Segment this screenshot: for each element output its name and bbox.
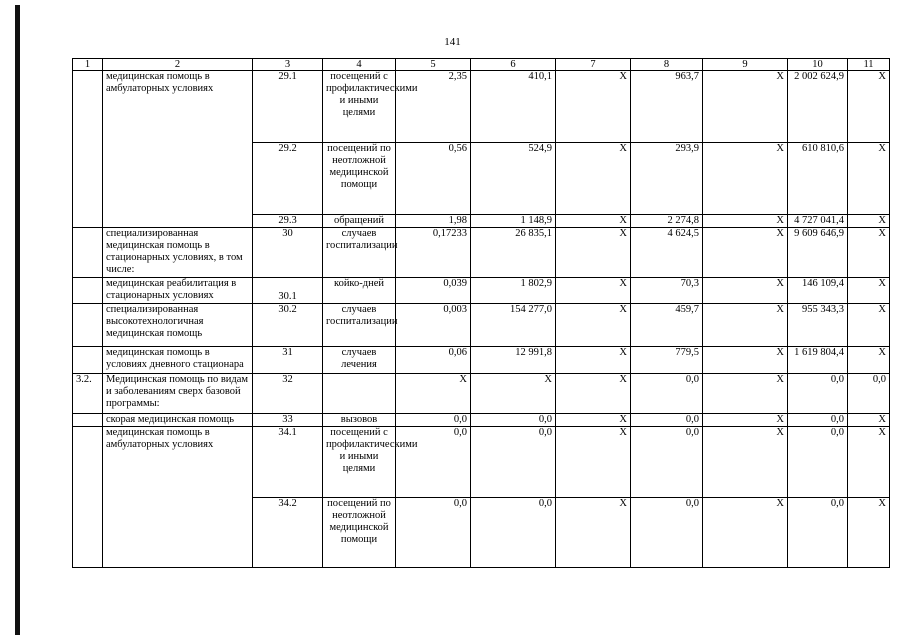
value-cell: 2 274,8 bbox=[631, 215, 703, 228]
value-cell: 779,5 bbox=[631, 347, 703, 374]
value-cell: Х bbox=[848, 278, 890, 304]
value-cell: 0,0 bbox=[631, 414, 703, 427]
value-cell: 0,06 bbox=[396, 347, 471, 374]
value-cell: 0,0 bbox=[396, 498, 471, 568]
code-cell: 29.3 bbox=[253, 215, 323, 228]
row-label-cell: медицинская помощь в амбулаторных условиях bbox=[103, 71, 253, 228]
value-cell: Х bbox=[556, 228, 631, 278]
unit-cell: койко-дней bbox=[323, 278, 396, 304]
value-cell: 410,1 bbox=[471, 71, 556, 143]
unit-cell: посещений с профилактическими и иными целями bbox=[323, 427, 396, 498]
unit-cell: посещений с профилактическими и иными целями bbox=[323, 71, 396, 143]
value-cell: Х bbox=[556, 347, 631, 374]
value-cell: 610 810,6 bbox=[788, 143, 848, 215]
value-cell: 12 991,8 bbox=[471, 347, 556, 374]
value-cell: Х bbox=[556, 427, 631, 498]
value-cell: 4 727 041,4 bbox=[788, 215, 848, 228]
value-cell: Х bbox=[703, 427, 788, 498]
table-row bbox=[73, 278, 890, 304]
unit-cell bbox=[323, 374, 396, 414]
table-row bbox=[73, 374, 890, 414]
header-cell: 4 bbox=[323, 59, 396, 71]
code-cell: 34.2 bbox=[253, 498, 323, 568]
row-number-cell bbox=[73, 304, 103, 347]
value-cell: 70,3 bbox=[631, 278, 703, 304]
row-label-cell: медицинская помощь в амбулаторных условиях bbox=[103, 427, 253, 568]
value-cell: 0,0 bbox=[788, 414, 848, 427]
value-cell: 0,0 bbox=[471, 498, 556, 568]
row-number-cell bbox=[73, 414, 103, 427]
unit-cell: случаев госпитализации bbox=[323, 304, 396, 347]
row-number-cell bbox=[73, 71, 103, 228]
value-cell: 0,039 bbox=[396, 278, 471, 304]
table-row bbox=[73, 304, 890, 347]
value-cell: Х bbox=[848, 228, 890, 278]
code-cell: 30 bbox=[253, 228, 323, 278]
table-row bbox=[73, 414, 890, 427]
row-label-cell: скорая медицинская помощь bbox=[103, 414, 253, 427]
value-cell: 293,9 bbox=[631, 143, 703, 215]
value-cell: Х bbox=[703, 347, 788, 374]
page-number: 141 bbox=[444, 36, 461, 48]
unit-cell: случаев лечения bbox=[323, 347, 396, 374]
row-label-cell: специализированная высокотехнологичная медицинская помощь bbox=[103, 304, 253, 347]
value-cell: 0,17233 bbox=[396, 228, 471, 278]
table-row bbox=[73, 347, 890, 374]
code-cell: 29.1 bbox=[253, 71, 323, 143]
row-label-cell: специализированная медицинская помощь в стационарных условиях, в том числе: bbox=[103, 228, 253, 278]
value-cell: 2 002 624,9 bbox=[788, 71, 848, 143]
value-cell: 0,0 bbox=[396, 427, 471, 498]
code-cell: 34.1 bbox=[253, 427, 323, 498]
value-cell: 1 802,9 bbox=[471, 278, 556, 304]
row-number-cell bbox=[73, 427, 103, 568]
value-cell: Х bbox=[556, 374, 631, 414]
value-cell: 0,0 bbox=[471, 427, 556, 498]
unit-cell: посещений по неотложной медицинской помощи bbox=[323, 498, 396, 568]
header-cell: 3 bbox=[253, 59, 323, 71]
header-cell: 1 bbox=[73, 59, 103, 71]
value-cell: Х bbox=[556, 71, 631, 143]
value-cell: Х bbox=[556, 304, 631, 347]
value-cell: Х bbox=[848, 498, 890, 568]
value-cell: Х bbox=[848, 304, 890, 347]
value-cell: Х bbox=[848, 71, 890, 143]
value-cell: Х bbox=[848, 414, 890, 427]
value-cell: Х bbox=[556, 414, 631, 427]
value-cell: Х bbox=[396, 374, 471, 414]
value-cell: 1 619 804,4 bbox=[788, 347, 848, 374]
value-cell: 1 148,9 bbox=[471, 215, 556, 228]
value-cell: Х bbox=[703, 228, 788, 278]
row-label-cell: медицинская помощь в условиях дневного стационара bbox=[103, 347, 253, 374]
row-label-cell: Медицинская помощь по видам и заболеваниям сверх базовой программы: bbox=[103, 374, 253, 414]
value-cell: 0,0 bbox=[788, 374, 848, 414]
value-cell: Х bbox=[848, 215, 890, 228]
header-cell: 9 bbox=[703, 59, 788, 71]
header-cell: 8 bbox=[631, 59, 703, 71]
data-table bbox=[72, 58, 890, 568]
value-cell: Х bbox=[848, 427, 890, 498]
value-cell: Х bbox=[556, 498, 631, 568]
value-cell: 4 624,5 bbox=[631, 228, 703, 278]
row-number-cell bbox=[73, 347, 103, 374]
unit-cell: посещений по неотложной медицинской помощи bbox=[323, 143, 396, 215]
value-cell: Х bbox=[703, 143, 788, 215]
value-cell: Х bbox=[703, 498, 788, 568]
value-cell: 524,9 bbox=[471, 143, 556, 215]
value-cell: Х bbox=[848, 347, 890, 374]
value-cell: 0,0 bbox=[631, 427, 703, 498]
value-cell: 0,0 bbox=[396, 414, 471, 427]
header-cell: 11 bbox=[848, 59, 890, 71]
header-cell: 7 bbox=[556, 59, 631, 71]
value-cell: Х bbox=[556, 143, 631, 215]
value-cell: 1,98 bbox=[396, 215, 471, 228]
code-cell: 30.1 bbox=[253, 278, 323, 304]
value-cell: 0,0 bbox=[848, 374, 890, 414]
unit-cell: вызовов bbox=[323, 414, 396, 427]
table-row bbox=[73, 228, 890, 278]
header-row bbox=[73, 59, 890, 71]
code-cell: 33 bbox=[253, 414, 323, 427]
table-row bbox=[73, 427, 890, 498]
value-cell: 955 343,3 bbox=[788, 304, 848, 347]
value-cell: Х bbox=[848, 143, 890, 215]
code-cell: 31 bbox=[253, 347, 323, 374]
value-cell: 459,7 bbox=[631, 304, 703, 347]
value-cell: 0,56 bbox=[396, 143, 471, 215]
header-cell: 5 bbox=[396, 59, 471, 71]
document-binding-edge bbox=[15, 5, 20, 635]
unit-cell: случаев госпитализации bbox=[323, 228, 396, 278]
value-cell: Х bbox=[703, 374, 788, 414]
value-cell: 0,003 bbox=[396, 304, 471, 347]
code-cell: 29.2 bbox=[253, 143, 323, 215]
value-cell: 963,7 bbox=[631, 71, 703, 143]
value-cell: Х bbox=[471, 374, 556, 414]
value-cell: Х bbox=[703, 71, 788, 143]
header-cell: 6 bbox=[471, 59, 556, 71]
value-cell: 0,0 bbox=[631, 498, 703, 568]
code-cell: 32 bbox=[253, 374, 323, 414]
value-cell: 0,0 bbox=[631, 374, 703, 414]
value-cell: 146 109,4 bbox=[788, 278, 848, 304]
row-number-cell bbox=[73, 278, 103, 304]
unit-cell: обращений bbox=[323, 215, 396, 228]
value-cell: Х bbox=[556, 278, 631, 304]
value-cell: Х bbox=[556, 215, 631, 228]
header-cell: 10 bbox=[788, 59, 848, 71]
row-label-cell: медицинская реабилитация в стационарных условиях bbox=[103, 278, 253, 304]
value-cell: Х bbox=[703, 215, 788, 228]
code-cell: 30.2 bbox=[253, 304, 323, 347]
value-cell: 0,0 bbox=[788, 427, 848, 498]
value-cell: 154 277,0 bbox=[471, 304, 556, 347]
row-number-cell bbox=[73, 228, 103, 278]
value-cell: 26 835,1 bbox=[471, 228, 556, 278]
value-cell: 0,0 bbox=[471, 414, 556, 427]
table-row bbox=[73, 71, 890, 143]
row-number-cell: 3.2. bbox=[73, 374, 103, 414]
header-cell: 2 bbox=[103, 59, 253, 71]
value-cell: Х bbox=[703, 304, 788, 347]
value-cell: 2,35 bbox=[396, 71, 471, 143]
value-cell: Х bbox=[703, 278, 788, 304]
value-cell: 0,0 bbox=[788, 498, 848, 568]
value-cell: Х bbox=[703, 414, 788, 427]
value-cell: 9 609 646,9 bbox=[788, 228, 848, 278]
